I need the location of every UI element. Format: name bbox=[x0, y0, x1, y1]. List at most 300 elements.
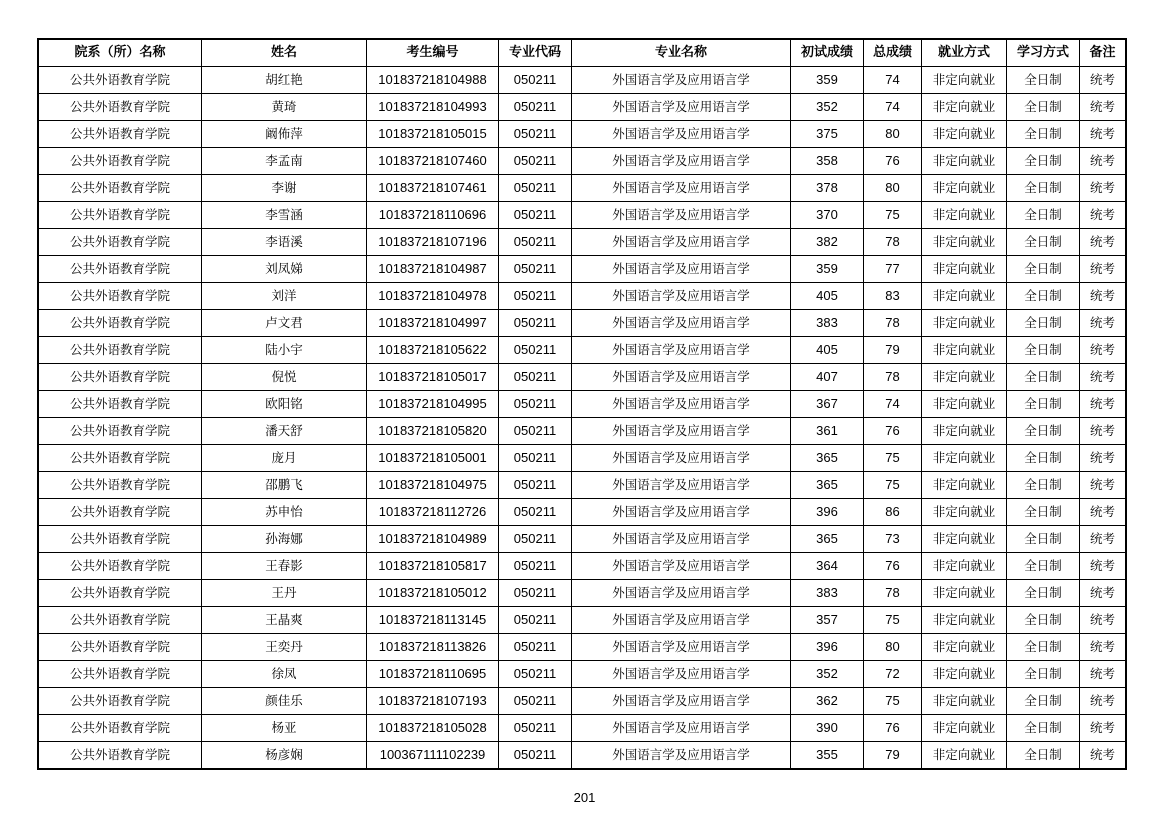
candidate-id-cell: 101837218104989 bbox=[367, 526, 499, 553]
employment-type-cell: 非定向就业 bbox=[922, 337, 1007, 364]
total-score-cell: 74 bbox=[864, 67, 922, 94]
major-name-cell: 外国语言学及应用语言学 bbox=[572, 553, 791, 580]
initial-score-cell: 357 bbox=[791, 607, 864, 634]
study-mode-cell: 全日制 bbox=[1007, 391, 1080, 418]
department-cell: 公共外语教育学院 bbox=[39, 472, 202, 499]
major-code-cell: 050211 bbox=[499, 202, 572, 229]
candidate-id-cell: 101837218104988 bbox=[367, 67, 499, 94]
table-row bbox=[39, 715, 1126, 742]
table-row bbox=[39, 202, 1126, 229]
major-code-cell: 050211 bbox=[499, 256, 572, 283]
table-row bbox=[39, 67, 1126, 94]
major-name-cell: 外国语言学及应用语言学 bbox=[572, 661, 791, 688]
major-code-cell: 050211 bbox=[499, 67, 572, 94]
remarks-cell: 统考 bbox=[1080, 688, 1126, 715]
major-name-cell: 外国语言学及应用语言学 bbox=[572, 175, 791, 202]
major-code-cell: 050211 bbox=[499, 472, 572, 499]
employment-type-cell: 非定向就业 bbox=[922, 202, 1007, 229]
remarks-cell: 统考 bbox=[1080, 148, 1126, 175]
study-mode-cell: 全日制 bbox=[1007, 553, 1080, 580]
major-code-cell: 050211 bbox=[499, 499, 572, 526]
study-mode-cell: 全日制 bbox=[1007, 526, 1080, 553]
remarks-cell: 统考 bbox=[1080, 742, 1126, 769]
remarks-cell: 统考 bbox=[1080, 499, 1126, 526]
department-cell: 公共外语教育学院 bbox=[39, 688, 202, 715]
study-mode-cell: 全日制 bbox=[1007, 688, 1080, 715]
name-cell: 刘凤娣 bbox=[202, 256, 367, 283]
study-mode-cell: 全日制 bbox=[1007, 310, 1080, 337]
major-name-cell: 外国语言学及应用语言学 bbox=[572, 742, 791, 769]
employment-type-cell: 非定向就业 bbox=[922, 445, 1007, 472]
initial-score-cell: 370 bbox=[791, 202, 864, 229]
name-cell: 杨彦娴 bbox=[202, 742, 367, 769]
total-score-cell: 79 bbox=[864, 337, 922, 364]
name-cell: 孙海娜 bbox=[202, 526, 367, 553]
table-row bbox=[39, 175, 1126, 202]
table-row bbox=[39, 661, 1126, 688]
total-score-cell: 83 bbox=[864, 283, 922, 310]
table-row bbox=[39, 229, 1126, 256]
candidate-id-cell: 100367111102239 bbox=[367, 742, 499, 769]
table-row bbox=[39, 742, 1126, 769]
remarks-cell: 统考 bbox=[1080, 202, 1126, 229]
candidate-id-cell: 101837218112726 bbox=[367, 499, 499, 526]
major-name-cell: 外国语言学及应用语言学 bbox=[572, 418, 791, 445]
study-mode-cell: 全日制 bbox=[1007, 67, 1080, 94]
name-cell: 李语溪 bbox=[202, 229, 367, 256]
total-score-cell: 76 bbox=[864, 148, 922, 175]
department-cell: 公共外语教育学院 bbox=[39, 175, 202, 202]
department-cell: 公共外语教育学院 bbox=[39, 715, 202, 742]
initial-score-cell: 396 bbox=[791, 499, 864, 526]
major-name-cell: 外国语言学及应用语言学 bbox=[572, 688, 791, 715]
department-cell: 公共外语教育学院 bbox=[39, 202, 202, 229]
initial-score-cell: 364 bbox=[791, 553, 864, 580]
remarks-cell: 统考 bbox=[1080, 418, 1126, 445]
candidate-id-cell: 101837218107196 bbox=[367, 229, 499, 256]
employment-type-cell: 非定向就业 bbox=[922, 472, 1007, 499]
initial-score-cell: 382 bbox=[791, 229, 864, 256]
remarks-cell: 统考 bbox=[1080, 283, 1126, 310]
employment-type-cell: 非定向就业 bbox=[922, 94, 1007, 121]
study-mode-cell: 全日制 bbox=[1007, 634, 1080, 661]
major-name-cell: 外国语言学及应用语言学 bbox=[572, 202, 791, 229]
initial-score-cell: 378 bbox=[791, 175, 864, 202]
initial-score-cell: 352 bbox=[791, 661, 864, 688]
header-employment-type: 就业方式 bbox=[922, 40, 1007, 67]
employment-type-cell: 非定向就业 bbox=[922, 364, 1007, 391]
total-score-cell: 76 bbox=[864, 715, 922, 742]
remarks-cell: 统考 bbox=[1080, 607, 1126, 634]
department-cell: 公共外语教育学院 bbox=[39, 256, 202, 283]
employment-type-cell: 非定向就业 bbox=[922, 634, 1007, 661]
candidate-id-cell: 101837218110696 bbox=[367, 202, 499, 229]
study-mode-cell: 全日制 bbox=[1007, 445, 1080, 472]
remarks-cell: 统考 bbox=[1080, 634, 1126, 661]
employment-type-cell: 非定向就业 bbox=[922, 121, 1007, 148]
initial-score-cell: 361 bbox=[791, 418, 864, 445]
department-cell: 公共外语教育学院 bbox=[39, 418, 202, 445]
initial-score-cell: 365 bbox=[791, 445, 864, 472]
candidate-id-cell: 101837218107460 bbox=[367, 148, 499, 175]
department-cell: 公共外语教育学院 bbox=[39, 148, 202, 175]
candidate-id-cell: 101837218105017 bbox=[367, 364, 499, 391]
employment-type-cell: 非定向就业 bbox=[922, 526, 1007, 553]
initial-score-cell: 407 bbox=[791, 364, 864, 391]
major-name-cell: 外国语言学及应用语言学 bbox=[572, 715, 791, 742]
total-score-cell: 78 bbox=[864, 229, 922, 256]
employment-type-cell: 非定向就业 bbox=[922, 256, 1007, 283]
study-mode-cell: 全日制 bbox=[1007, 337, 1080, 364]
remarks-cell: 统考 bbox=[1080, 553, 1126, 580]
table-row bbox=[39, 148, 1126, 175]
total-score-cell: 74 bbox=[864, 94, 922, 121]
candidate-id-cell: 101837218107193 bbox=[367, 688, 499, 715]
study-mode-cell: 全日制 bbox=[1007, 418, 1080, 445]
initial-score-cell: 359 bbox=[791, 256, 864, 283]
major-name-cell: 外国语言学及应用语言学 bbox=[572, 526, 791, 553]
remarks-cell: 统考 bbox=[1080, 121, 1126, 148]
total-score-cell: 78 bbox=[864, 364, 922, 391]
department-cell: 公共外语教育学院 bbox=[39, 310, 202, 337]
major-name-cell: 外国语言学及应用语言学 bbox=[572, 499, 791, 526]
candidate-id-cell: 101837218104975 bbox=[367, 472, 499, 499]
major-code-cell: 050211 bbox=[499, 715, 572, 742]
major-code-cell: 050211 bbox=[499, 121, 572, 148]
study-mode-cell: 全日制 bbox=[1007, 202, 1080, 229]
employment-type-cell: 非定向就业 bbox=[922, 742, 1007, 769]
study-mode-cell: 全日制 bbox=[1007, 364, 1080, 391]
header-remarks: 备注 bbox=[1080, 40, 1126, 67]
department-cell: 公共外语教育学院 bbox=[39, 229, 202, 256]
name-cell: 颜佳乐 bbox=[202, 688, 367, 715]
department-cell: 公共外语教育学院 bbox=[39, 553, 202, 580]
employment-type-cell: 非定向就业 bbox=[922, 499, 1007, 526]
total-score-cell: 75 bbox=[864, 688, 922, 715]
remarks-cell: 统考 bbox=[1080, 94, 1126, 121]
total-score-cell: 80 bbox=[864, 175, 922, 202]
initial-score-cell: 358 bbox=[791, 148, 864, 175]
table-row bbox=[39, 634, 1126, 661]
header-total-score: 总成绩 bbox=[864, 40, 922, 67]
header-department: 院系（所）名称 bbox=[39, 40, 202, 67]
candidate-id-cell: 101837218104997 bbox=[367, 310, 499, 337]
header-study-mode: 学习方式 bbox=[1007, 40, 1080, 67]
employment-type-cell: 非定向就业 bbox=[922, 607, 1007, 634]
table-row bbox=[39, 553, 1126, 580]
major-name-cell: 外国语言学及应用语言学 bbox=[572, 256, 791, 283]
department-cell: 公共外语教育学院 bbox=[39, 283, 202, 310]
candidate-id-cell: 101837218104987 bbox=[367, 256, 499, 283]
initial-score-cell: 362 bbox=[791, 688, 864, 715]
name-cell: 胡红艳 bbox=[202, 67, 367, 94]
candidate-id-cell: 101837218107461 bbox=[367, 175, 499, 202]
total-score-cell: 74 bbox=[864, 391, 922, 418]
initial-score-cell: 383 bbox=[791, 310, 864, 337]
remarks-cell: 统考 bbox=[1080, 661, 1126, 688]
table-body bbox=[39, 67, 1126, 769]
study-mode-cell: 全日制 bbox=[1007, 472, 1080, 499]
department-cell: 公共外语教育学院 bbox=[39, 634, 202, 661]
department-cell: 公共外语教育学院 bbox=[39, 661, 202, 688]
table-row bbox=[39, 499, 1126, 526]
table-row bbox=[39, 337, 1126, 364]
major-name-cell: 外国语言学及应用语言学 bbox=[572, 148, 791, 175]
study-mode-cell: 全日制 bbox=[1007, 148, 1080, 175]
major-code-cell: 050211 bbox=[499, 310, 572, 337]
major-code-cell: 050211 bbox=[499, 148, 572, 175]
major-code-cell: 050211 bbox=[499, 391, 572, 418]
major-name-cell: 外国语言学及应用语言学 bbox=[572, 310, 791, 337]
department-cell: 公共外语教育学院 bbox=[39, 742, 202, 769]
table-row bbox=[39, 364, 1126, 391]
name-cell: 王春影 bbox=[202, 553, 367, 580]
table-row bbox=[39, 688, 1126, 715]
name-cell: 王丹 bbox=[202, 580, 367, 607]
department-cell: 公共外语教育学院 bbox=[39, 499, 202, 526]
remarks-cell: 统考 bbox=[1080, 256, 1126, 283]
name-cell: 潘天舒 bbox=[202, 418, 367, 445]
major-name-cell: 外国语言学及应用语言学 bbox=[572, 391, 791, 418]
initial-score-cell: 355 bbox=[791, 742, 864, 769]
header-candidate-id: 考生编号 bbox=[367, 40, 499, 67]
major-code-cell: 050211 bbox=[499, 661, 572, 688]
study-mode-cell: 全日制 bbox=[1007, 256, 1080, 283]
initial-score-cell: 352 bbox=[791, 94, 864, 121]
name-cell: 徐凤 bbox=[202, 661, 367, 688]
name-cell: 阚佈萍 bbox=[202, 121, 367, 148]
major-name-cell: 外国语言学及应用语言学 bbox=[572, 337, 791, 364]
admission-table bbox=[38, 39, 1126, 769]
employment-type-cell: 非定向就业 bbox=[922, 553, 1007, 580]
candidate-id-cell: 101837218104978 bbox=[367, 283, 499, 310]
name-cell: 刘洋 bbox=[202, 283, 367, 310]
name-cell: 黄琦 bbox=[202, 94, 367, 121]
department-cell: 公共外语教育学院 bbox=[39, 445, 202, 472]
name-cell: 李孟南 bbox=[202, 148, 367, 175]
remarks-cell: 统考 bbox=[1080, 472, 1126, 499]
total-score-cell: 80 bbox=[864, 121, 922, 148]
major-code-cell: 050211 bbox=[499, 418, 572, 445]
employment-type-cell: 非定向就业 bbox=[922, 715, 1007, 742]
department-cell: 公共外语教育学院 bbox=[39, 391, 202, 418]
remarks-cell: 统考 bbox=[1080, 391, 1126, 418]
total-score-cell: 75 bbox=[864, 202, 922, 229]
major-code-cell: 050211 bbox=[499, 337, 572, 364]
initial-score-cell: 405 bbox=[791, 283, 864, 310]
name-cell: 王晶爽 bbox=[202, 607, 367, 634]
total-score-cell: 76 bbox=[864, 418, 922, 445]
major-code-cell: 050211 bbox=[499, 283, 572, 310]
employment-type-cell: 非定向就业 bbox=[922, 418, 1007, 445]
study-mode-cell: 全日制 bbox=[1007, 283, 1080, 310]
major-name-cell: 外国语言学及应用语言学 bbox=[572, 94, 791, 121]
department-cell: 公共外语教育学院 bbox=[39, 580, 202, 607]
name-cell: 庞月 bbox=[202, 445, 367, 472]
major-name-cell: 外国语言学及应用语言学 bbox=[572, 229, 791, 256]
table-row bbox=[39, 472, 1126, 499]
remarks-cell: 统考 bbox=[1080, 175, 1126, 202]
header-name: 姓名 bbox=[202, 40, 367, 67]
department-cell: 公共外语教育学院 bbox=[39, 67, 202, 94]
header-major-name: 专业名称 bbox=[572, 40, 791, 67]
study-mode-cell: 全日制 bbox=[1007, 499, 1080, 526]
table-row bbox=[39, 310, 1126, 337]
major-code-cell: 050211 bbox=[499, 526, 572, 553]
total-score-cell: 77 bbox=[864, 256, 922, 283]
major-code-cell: 050211 bbox=[499, 607, 572, 634]
remarks-cell: 统考 bbox=[1080, 229, 1126, 256]
table-row bbox=[39, 391, 1126, 418]
major-name-cell: 外国语言学及应用语言学 bbox=[572, 121, 791, 148]
table-row bbox=[39, 256, 1126, 283]
study-mode-cell: 全日制 bbox=[1007, 580, 1080, 607]
initial-score-cell: 375 bbox=[791, 121, 864, 148]
employment-type-cell: 非定向就业 bbox=[922, 310, 1007, 337]
initial-score-cell: 405 bbox=[791, 337, 864, 364]
remarks-cell: 统考 bbox=[1080, 364, 1126, 391]
department-cell: 公共外语教育学院 bbox=[39, 337, 202, 364]
major-code-cell: 050211 bbox=[499, 175, 572, 202]
employment-type-cell: 非定向就业 bbox=[922, 688, 1007, 715]
table-row bbox=[39, 526, 1126, 553]
candidate-id-cell: 101837218105012 bbox=[367, 580, 499, 607]
table-row bbox=[39, 94, 1126, 121]
employment-type-cell: 非定向就业 bbox=[922, 391, 1007, 418]
name-cell: 杨亚 bbox=[202, 715, 367, 742]
name-cell: 王奕丹 bbox=[202, 634, 367, 661]
employment-type-cell: 非定向就业 bbox=[922, 283, 1007, 310]
total-score-cell: 73 bbox=[864, 526, 922, 553]
table-row bbox=[39, 121, 1126, 148]
study-mode-cell: 全日制 bbox=[1007, 229, 1080, 256]
department-cell: 公共外语教育学院 bbox=[39, 607, 202, 634]
initial-score-cell: 365 bbox=[791, 472, 864, 499]
department-cell: 公共外语教育学院 bbox=[39, 526, 202, 553]
remarks-cell: 统考 bbox=[1080, 67, 1126, 94]
candidate-id-cell: 101837218105001 bbox=[367, 445, 499, 472]
header-row bbox=[39, 40, 1126, 67]
total-score-cell: 75 bbox=[864, 472, 922, 499]
candidate-id-cell: 101837218105817 bbox=[367, 553, 499, 580]
name-cell: 李雪涵 bbox=[202, 202, 367, 229]
total-score-cell: 86 bbox=[864, 499, 922, 526]
total-score-cell: 79 bbox=[864, 742, 922, 769]
initial-score-cell: 396 bbox=[791, 634, 864, 661]
name-cell: 欧阳铭 bbox=[202, 391, 367, 418]
major-code-cell: 050211 bbox=[499, 94, 572, 121]
study-mode-cell: 全日制 bbox=[1007, 175, 1080, 202]
candidate-id-cell: 101837218105028 bbox=[367, 715, 499, 742]
major-name-cell: 外国语言学及应用语言学 bbox=[572, 67, 791, 94]
major-code-cell: 050211 bbox=[499, 445, 572, 472]
department-cell: 公共外语教育学院 bbox=[39, 364, 202, 391]
initial-score-cell: 359 bbox=[791, 67, 864, 94]
major-name-cell: 外国语言学及应用语言学 bbox=[572, 364, 791, 391]
study-mode-cell: 全日制 bbox=[1007, 607, 1080, 634]
department-cell: 公共外语教育学院 bbox=[39, 94, 202, 121]
employment-type-cell: 非定向就业 bbox=[922, 67, 1007, 94]
header-initial-score: 初试成绩 bbox=[791, 40, 864, 67]
header-major-code: 专业代码 bbox=[499, 40, 572, 67]
total-score-cell: 72 bbox=[864, 661, 922, 688]
study-mode-cell: 全日制 bbox=[1007, 661, 1080, 688]
total-score-cell: 75 bbox=[864, 607, 922, 634]
remarks-cell: 统考 bbox=[1080, 310, 1126, 337]
major-code-cell: 050211 bbox=[499, 634, 572, 661]
major-code-cell: 050211 bbox=[499, 229, 572, 256]
candidate-id-cell: 101837218104993 bbox=[367, 94, 499, 121]
name-cell: 苏申怡 bbox=[202, 499, 367, 526]
name-cell: 李谢 bbox=[202, 175, 367, 202]
total-score-cell: 80 bbox=[864, 634, 922, 661]
employment-type-cell: 非定向就业 bbox=[922, 661, 1007, 688]
candidate-id-cell: 101837218105820 bbox=[367, 418, 499, 445]
major-name-cell: 外国语言学及应用语言学 bbox=[572, 580, 791, 607]
table-row bbox=[39, 445, 1126, 472]
study-mode-cell: 全日制 bbox=[1007, 94, 1080, 121]
major-name-cell: 外国语言学及应用语言学 bbox=[572, 634, 791, 661]
major-name-cell: 外国语言学及应用语言学 bbox=[572, 472, 791, 499]
name-cell: 卢文君 bbox=[202, 310, 367, 337]
name-cell: 邵鹏飞 bbox=[202, 472, 367, 499]
initial-score-cell: 367 bbox=[791, 391, 864, 418]
initial-score-cell: 383 bbox=[791, 580, 864, 607]
candidate-id-cell: 101837218105622 bbox=[367, 337, 499, 364]
major-code-cell: 050211 bbox=[499, 742, 572, 769]
initial-score-cell: 390 bbox=[791, 715, 864, 742]
major-code-cell: 050211 bbox=[499, 553, 572, 580]
initial-score-cell: 365 bbox=[791, 526, 864, 553]
candidate-id-cell: 101837218113826 bbox=[367, 634, 499, 661]
remarks-cell: 统考 bbox=[1080, 337, 1126, 364]
major-name-cell: 外国语言学及应用语言学 bbox=[572, 607, 791, 634]
employment-type-cell: 非定向就业 bbox=[922, 175, 1007, 202]
remarks-cell: 统考 bbox=[1080, 580, 1126, 607]
remarks-cell: 统考 bbox=[1080, 715, 1126, 742]
candidate-id-cell: 101837218105015 bbox=[367, 121, 499, 148]
employment-type-cell: 非定向就业 bbox=[922, 148, 1007, 175]
name-cell: 倪悦 bbox=[202, 364, 367, 391]
remarks-cell: 统考 bbox=[1080, 526, 1126, 553]
major-code-cell: 050211 bbox=[499, 580, 572, 607]
candidate-id-cell: 101837218113145 bbox=[367, 607, 499, 634]
page-number: 201 bbox=[573, 790, 596, 805]
major-code-cell: 050211 bbox=[499, 364, 572, 391]
name-cell: 陆小宇 bbox=[202, 337, 367, 364]
study-mode-cell: 全日制 bbox=[1007, 715, 1080, 742]
total-score-cell: 75 bbox=[864, 445, 922, 472]
employment-type-cell: 非定向就业 bbox=[922, 580, 1007, 607]
major-name-cell: 外国语言学及应用语言学 bbox=[572, 445, 791, 472]
study-mode-cell: 全日制 bbox=[1007, 121, 1080, 148]
candidate-id-cell: 101837218104995 bbox=[367, 391, 499, 418]
table-row bbox=[39, 418, 1126, 445]
candidate-id-cell: 101837218110695 bbox=[367, 661, 499, 688]
major-name-cell: 外国语言学及应用语言学 bbox=[572, 283, 791, 310]
total-score-cell: 76 bbox=[864, 553, 922, 580]
total-score-cell: 78 bbox=[864, 310, 922, 337]
total-score-cell: 78 bbox=[864, 580, 922, 607]
department-cell: 公共外语教育学院 bbox=[39, 121, 202, 148]
table-row bbox=[39, 580, 1126, 607]
employment-type-cell: 非定向就业 bbox=[922, 229, 1007, 256]
study-mode-cell: 全日制 bbox=[1007, 742, 1080, 769]
table-row bbox=[39, 607, 1126, 634]
major-code-cell: 050211 bbox=[499, 688, 572, 715]
remarks-cell: 统考 bbox=[1080, 445, 1126, 472]
table-row bbox=[39, 283, 1126, 310]
